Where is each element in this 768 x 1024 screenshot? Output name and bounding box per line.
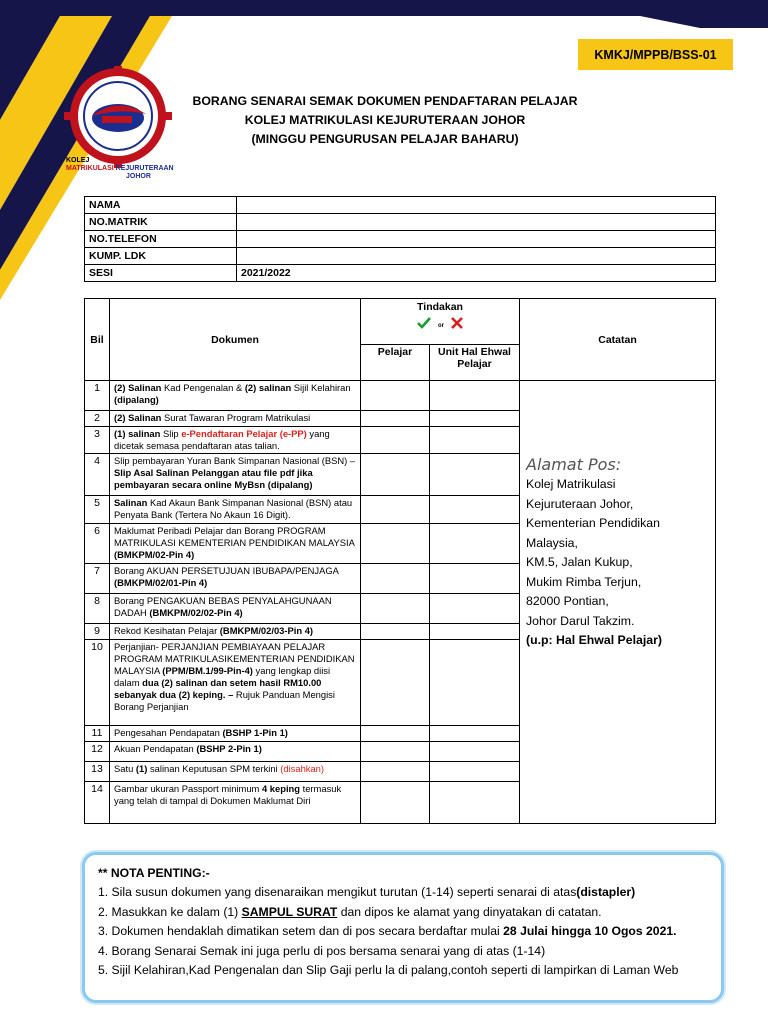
title-line-3: (MINGGU PENGURUSAN PELAJAR BAHARU)	[251, 132, 519, 146]
text-segment: (2) Salinan	[114, 382, 162, 393]
text-segment: Salinan	[114, 497, 148, 508]
row-number: 7	[85, 564, 110, 594]
pelajar-check-cell[interactable]	[361, 640, 430, 726]
header-pelajar: Pelajar	[361, 345, 430, 381]
unit-hep-check-cell[interactable]	[430, 624, 520, 640]
note-item	[98, 961, 714, 980]
logo-text	[66, 157, 174, 181]
text-segment: Akuan Pendapatan	[114, 743, 197, 754]
text-segment: (1) salinan	[114, 428, 161, 439]
row-number: 9	[85, 624, 110, 640]
title-line-2: KOLEJ MATRIKULASI KEJURUTERAAN JOHOR	[244, 113, 526, 127]
text-segment: (BMKPM/02-Pin 4)	[114, 549, 195, 560]
unit-hep-check-cell[interactable]	[430, 726, 520, 742]
important-notes	[98, 864, 714, 980]
pelajar-check-cell[interactable]	[361, 594, 430, 624]
row-document	[110, 496, 361, 524]
row-number: 13	[85, 762, 110, 782]
unit-hep-check-cell[interactable]	[430, 381, 520, 411]
title-line-1: BORANG SENARAI SEMAK DOKUMEN PENDAFTARAN PELAJAR	[192, 94, 578, 108]
text-segment: Slip	[160, 428, 182, 439]
row-number: 8	[85, 594, 110, 624]
text-segment: 4 keping	[261, 783, 300, 794]
info-label: NO.TELEFON	[85, 231, 237, 248]
row-number: 5	[85, 496, 110, 524]
text-segment: SAMPUL SURAT	[241, 904, 338, 919]
text-segment: dan dipos ke alamat yang dinyatakan di catatan.	[337, 904, 602, 919]
text-segment: Borang AKUAN PERSETUJUAN IBUBAPA/PENJAGA	[114, 565, 339, 576]
form-code-badge	[578, 39, 733, 70]
info-row	[85, 214, 716, 231]
text-segment: dua (2) salinan dan setem hasil RM10.00 sebanyak dua (2) keping. –	[114, 677, 322, 700]
or-label: or	[438, 323, 444, 330]
text-segment: Slip Asal Salinan Pelanggan atau file pdf jika pembayaran secara online MyBsn (dipalang)	[114, 467, 313, 490]
unit-hep-check-cell[interactable]	[430, 411, 520, 427]
alamat-line: Johor Darul Takzim.	[526, 613, 635, 628]
checklist-row	[85, 381, 716, 411]
row-document	[110, 782, 361, 824]
alamat-line: KM.5, Jalan Kukup,	[526, 555, 633, 569]
row-number: 2	[85, 411, 110, 427]
form-code: KMKJ/MPPB/BSS-01	[594, 47, 717, 62]
text-segment: yang dicetak semasa pendaftaran atas talian.	[114, 428, 330, 451]
row-number: 10	[85, 640, 110, 726]
alamat-line: Mukim Rimba Terjun,	[526, 574, 642, 589]
unit-hep-check-cell[interactable]	[430, 594, 520, 624]
unit-hep-check-cell[interactable]	[430, 496, 520, 524]
info-value-sesi: 2021/2022	[237, 265, 716, 282]
text-segment: (1)	[135, 763, 148, 774]
pelajar-check-cell[interactable]	[361, 496, 430, 524]
text-segment: Sijil Kelahiran	[291, 382, 351, 393]
text-segment: Borang PENGAKUAN BEBAS PENYALAHGUNAAN DADAH	[114, 595, 332, 618]
info-label: KUMP. LDK	[85, 248, 237, 265]
header-tindakan	[361, 299, 520, 345]
info-value-nama[interactable]	[237, 197, 716, 214]
logo-line-3: JOHOR	[126, 173, 151, 180]
info-row	[85, 265, 716, 282]
text-segment: 2. Masukkan ke dalam (1)	[98, 904, 242, 919]
catatan-address-cell	[520, 381, 716, 824]
row-number: 11	[85, 726, 110, 742]
info-label: NO.MATRIK	[85, 214, 237, 231]
header-catatan: Catatan	[520, 299, 716, 381]
row-document	[110, 381, 361, 411]
pelajar-check-cell[interactable]	[361, 411, 430, 427]
student-info-table	[84, 196, 716, 282]
row-document	[110, 640, 361, 726]
unit-hep-check-cell[interactable]	[430, 564, 520, 594]
logo-line-2b: KEJURUTERAAN	[115, 165, 174, 172]
text-segment: (disahkan)	[280, 763, 325, 774]
header-bil: Bil	[85, 299, 110, 381]
info-row	[85, 231, 716, 248]
note-item	[98, 922, 714, 941]
row-document	[110, 594, 361, 624]
row-number: 12	[85, 742, 110, 762]
row-document	[110, 564, 361, 594]
pelajar-check-cell[interactable]	[361, 726, 430, 742]
pelajar-check-cell[interactable]	[361, 427, 430, 454]
unit-hep-check-cell[interactable]	[430, 782, 520, 824]
text-segment: e-Pendaftaran Pelajar (e-PP)	[181, 428, 307, 439]
text-segment: 1. Sila susun dokumen yang disenaraikan mengikut turutan (1-14) seperti senarai di atas	[98, 885, 577, 900]
text-segment: (BSHP 1-Pin 1)	[222, 727, 288, 738]
text-segment: Slip pembayaran Yuran Bank Simpanan Nasional (BSN) –	[114, 455, 356, 466]
unit-hep-check-cell[interactable]	[430, 742, 520, 762]
note-item	[98, 883, 714, 902]
text-segment: Satu	[114, 763, 136, 774]
info-label: SESI	[85, 265, 237, 282]
logo-line-1: KOLEJ	[66, 157, 90, 164]
text-segment: Rujuk Panduan Mengisi Borang Perjanjian	[114, 689, 335, 712]
text-segment: (BMKPM/02/01-Pin 4)	[114, 577, 208, 588]
text-segment: 4. Borang Senarai Semak ini juga perlu di pos bersama senarai yang di atas (1-14)	[98, 943, 546, 958]
pelajar-check-cell[interactable]	[361, 762, 430, 782]
text-segment: (BMKPM/02/02-Pin 4)	[149, 607, 243, 618]
note-item	[98, 903, 714, 922]
text-segment: 5. Sijil Kelahiran,Kad Pengenalan dan Slip Gaji perlu la di palang,contoh seperti di lampirkan di Laman Web	[98, 963, 679, 978]
text-segment: Rekod Kesihatan Pelajar	[114, 625, 220, 636]
alamat-line: Malaysia,	[526, 535, 578, 550]
pelajar-check-cell[interactable]	[361, 742, 430, 762]
text-segment: Kad Akaun Bank Simpanan Nasional (BSN) atau Penyata Bank (Tertera No Akaun 16 Digit).	[114, 497, 353, 520]
text-segment: 3. Dokumen hendaklah dimatikan setem dan di pos secara berdaftar mulai	[98, 924, 504, 939]
info-value-matrik[interactable]	[237, 214, 716, 231]
text-segment: Maklumat Peribadi Pelajar dan Borang PROGRAM MATRIKULASI KEMENTERIAN PENDIDIKAN MALAYSIA	[114, 525, 355, 548]
text-segment: salinan Keputusan SPM terkini	[147, 763, 281, 774]
alamat-up: (u.p: Hal Ehwal Pelajar)	[526, 633, 662, 647]
text-segment: Surat Tawaran Program Matrikulasi	[161, 412, 311, 423]
alamat-line: Kejuruteraan Johor,	[526, 496, 634, 511]
note-item	[98, 942, 714, 961]
pelajar-check-cell[interactable]	[361, 454, 430, 496]
text-segment: Kad Pengenalan &	[161, 382, 245, 393]
alamat-line: 82000 Pontian,	[526, 594, 609, 608]
form-title	[160, 92, 610, 149]
header-tindakan-label: Tindakan	[417, 301, 463, 313]
text-segment: (PPM/BM.1/99-Pin-4)	[162, 665, 253, 676]
row-document	[110, 524, 361, 564]
info-row	[85, 197, 716, 214]
text-segment: (2) salinan	[244, 382, 292, 393]
cross-icon	[451, 320, 463, 332]
text-segment: yang lengkap diisi dalam	[114, 665, 331, 688]
pelajar-check-cell[interactable]	[361, 564, 430, 594]
row-document	[110, 762, 361, 782]
row-document	[110, 411, 361, 427]
text-segment: 28 Julai hingga 10 Ogos 2021.	[503, 924, 677, 939]
text-segment: (2) Salinan	[114, 412, 162, 423]
header-dokumen: Dokumen	[110, 299, 361, 381]
row-document	[110, 624, 361, 640]
unit-hep-check-cell[interactable]	[430, 640, 520, 726]
pelajar-check-cell[interactable]	[361, 524, 430, 564]
text-segment: termasuk yang telah di tampal di Dokumen Maklumat Diri	[114, 783, 342, 806]
text-segment: (dipalang)	[114, 394, 159, 405]
unit-hep-check-cell[interactable]	[430, 762, 520, 782]
row-number: 6	[85, 524, 110, 564]
row-document	[110, 427, 361, 454]
check-icon	[417, 320, 431, 332]
pelajar-check-cell[interactable]	[361, 782, 430, 824]
unit-hep-check-cell[interactable]	[430, 427, 520, 454]
row-number: 14	[85, 782, 110, 824]
text-segment: (distapler)	[576, 885, 636, 900]
info-value-ldk[interactable]	[237, 248, 716, 265]
info-row	[85, 248, 716, 265]
row-document	[110, 454, 361, 496]
note-heading: ** NOTA PENTING:-	[98, 866, 210, 880]
header-unit: Unit Hal Ehwal Pelajar	[430, 345, 520, 381]
text-segment: Pengesahan Pendapatan	[114, 727, 223, 738]
text-segment: Gambar ukuran Passport minimum	[114, 783, 262, 794]
logo-line-2a: MATRIKULASI	[66, 165, 114, 172]
pelajar-check-cell[interactable]	[361, 381, 430, 411]
row-document	[110, 726, 361, 742]
text-segment: (BMKPM/02/03-Pin 4)	[219, 625, 314, 636]
alamat-heading: Alamat Pos:	[526, 455, 622, 474]
info-label: NAMA	[85, 197, 237, 214]
pelajar-check-cell[interactable]	[361, 624, 430, 640]
row-number: 1	[85, 381, 110, 411]
row-document	[110, 742, 361, 762]
row-number: 3	[85, 427, 110, 454]
text-segment: (BSHP 2-Pin 1)	[196, 743, 262, 754]
alamat-line: Kolej Matrikulasi	[526, 477, 616, 491]
unit-hep-check-cell[interactable]	[430, 454, 520, 496]
info-value-telefon[interactable]	[237, 231, 716, 248]
unit-hep-check-cell[interactable]	[430, 524, 520, 564]
alamat-line: Kementerian Pendidikan	[526, 516, 660, 530]
text-segment: Perjanjian- PERJANJIAN PEMBIAYAAN PELAJAR PROGRAM MATRIKULASIKEMENTERIAN PENDIDIKAN MALAYSIA	[114, 641, 355, 676]
row-number: 4	[85, 454, 110, 496]
document-checklist-table	[84, 298, 716, 824]
